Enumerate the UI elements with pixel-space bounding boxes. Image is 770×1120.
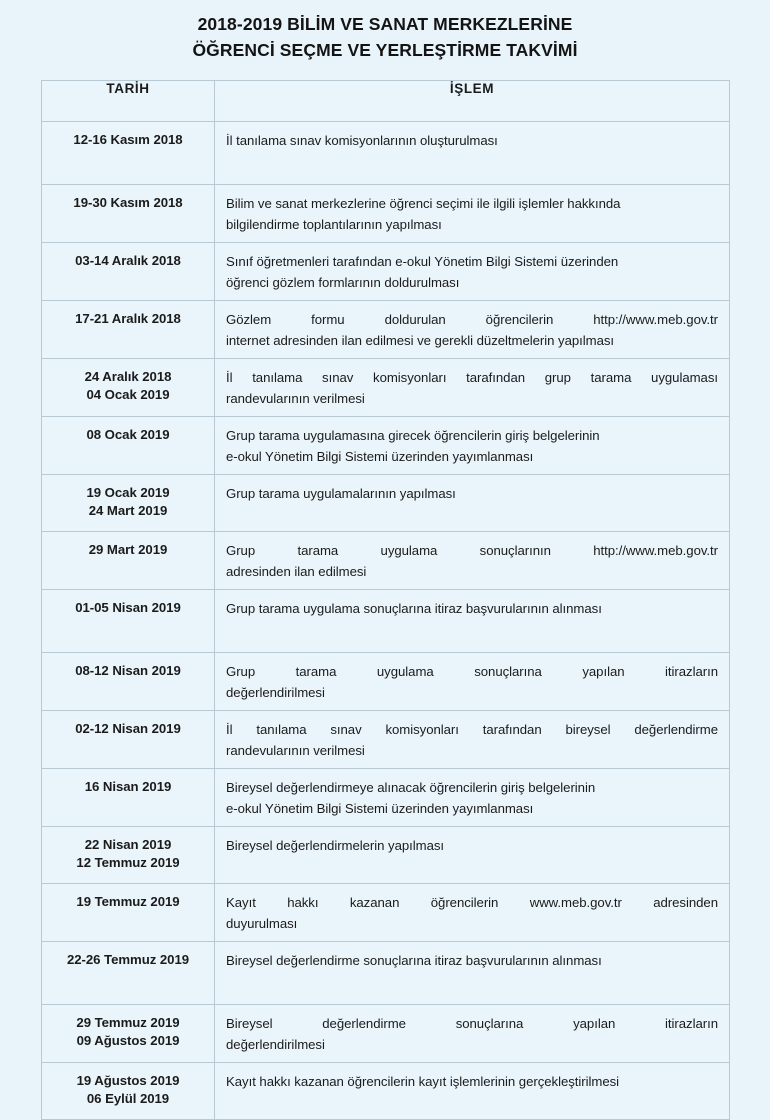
- date-cell: [42, 827, 215, 884]
- task-line: değerlendirilmesi: [226, 685, 325, 700]
- date-cell: [42, 243, 215, 301]
- date-line: 01-05 Nisan 2019: [75, 600, 181, 615]
- date-cell: [42, 1005, 215, 1063]
- table-row: [42, 942, 730, 1005]
- task-cell: [215, 417, 730, 475]
- table-row: [42, 653, 730, 711]
- date-line: 06 Eylül 2019: [86, 1091, 170, 1106]
- date-cell: [42, 532, 215, 590]
- task-line: duyurulması: [226, 916, 298, 931]
- date-line: 29 Mart 2019: [88, 542, 168, 557]
- table-body: [42, 122, 730, 1120]
- column-header-date: TARİH: [42, 81, 215, 122]
- date-line: 03-14 Aralık 2018: [75, 253, 181, 268]
- table-row: [42, 417, 730, 475]
- task-cell: [215, 590, 730, 653]
- date-line: 22-26 Temmuz 2019: [66, 952, 190, 967]
- task-line: Kayıt hakkı kazanan öğrencilerin www.meb.gov.tr adresinden: [226, 895, 718, 910]
- task-line: Bireysel değerlendirme sonuçlarına itiraz başvurularının alınması: [226, 953, 602, 968]
- date-cell: [42, 475, 215, 532]
- task-line: Bireysel değerlendirmeye alınacak öğrencilerin giriş belgelerinin: [226, 780, 596, 795]
- date-cell: [42, 590, 215, 653]
- date-cell: [42, 122, 215, 185]
- task-line: internet adresinden ilan edilmesi ve gerekli düzeltmelerin yapılması: [226, 333, 615, 348]
- task-cell: [215, 122, 730, 185]
- date-line: 04 Ocak 2019: [86, 387, 170, 402]
- date-line: 02-12 Nisan 2019: [75, 721, 181, 736]
- table-row: [42, 243, 730, 301]
- table-row: [42, 122, 730, 185]
- date-line: 24 Aralık 2018: [84, 369, 172, 384]
- table-row: [42, 884, 730, 942]
- task-cell: [215, 301, 730, 359]
- task-line: e-okul Yönetim Bilgi Sistemi üzerinden yayımlanması: [226, 449, 534, 464]
- table-row: [42, 827, 730, 884]
- task-line: Grup tarama uygulama sonuçlarının http://www.meb.gov.tr: [226, 543, 718, 558]
- task-line: Kayıt hakkı kazanan öğrencilerin kayıt işlemlerinin gerçekleştirilmesi: [226, 1074, 620, 1089]
- task-line: randevularının verilmesi: [226, 391, 365, 406]
- table-row: [42, 475, 730, 532]
- date-cell: [42, 359, 215, 417]
- date-cell: [42, 185, 215, 243]
- date-cell: [42, 1063, 215, 1120]
- task-cell: [215, 1063, 730, 1120]
- date-cell: [42, 884, 215, 942]
- task-cell: [215, 711, 730, 769]
- date-cell: [42, 417, 215, 475]
- table-head: [42, 81, 730, 122]
- task-line: Grup tarama uygulama sonuçlarına itiraz başvurularının alınması: [226, 601, 602, 616]
- date-line: 17-21 Aralık 2018: [75, 311, 181, 326]
- schedule-table-wrapper: [41, 63, 729, 1120]
- title-line-2: ÖĞRENCİ SEÇME VE YERLEŞTİRME TAKVİMİ: [192, 40, 578, 60]
- task-line: Gözlem formu doldurulan öğrencilerin http://www.meb.gov.tr: [226, 312, 718, 327]
- task-line: değerlendirilmesi: [226, 1037, 325, 1052]
- title-line-1: 2018-2019 BİLİM VE SANAT MERKEZLERİNE: [197, 14, 573, 34]
- date-cell: [42, 301, 215, 359]
- table-row: [42, 359, 730, 417]
- task-cell: [215, 1005, 730, 1063]
- task-line: Bireysel değerlendirmelerin yapılması: [226, 838, 445, 853]
- date-line: 24 Mart 2019: [88, 503, 168, 518]
- table-row: [42, 711, 730, 769]
- task-line: İl tanılama sınav komisyonlarının oluşturulması: [226, 133, 498, 148]
- table-row: [42, 532, 730, 590]
- task-cell: [215, 769, 730, 827]
- date-line: 09 Ağustos 2019: [76, 1033, 180, 1048]
- task-cell: [215, 942, 730, 1005]
- table-row: [42, 301, 730, 359]
- column-header-task: İŞLEM: [215, 81, 730, 122]
- task-line: İl tanılama sınav komisyonları tarafından grup tarama uygulaması: [226, 370, 718, 385]
- task-line: Sınıf öğretmenleri tarafından e-okul Yönetim Bilgi Sistemi üzerinden: [226, 254, 619, 269]
- task-line: Grup tarama uygulamalarının yapılması: [226, 486, 456, 501]
- date-line: 19 Ağustos 2019: [76, 1073, 180, 1088]
- date-line: 08-12 Nisan 2019: [75, 663, 181, 678]
- page-title: [0, 0, 770, 63]
- task-line: Bireysel değerlendirme sonuçlarına yapılan itirazların: [226, 1016, 718, 1031]
- schedule-table: [41, 80, 730, 1120]
- task-cell: [215, 243, 730, 301]
- table-row: [42, 1005, 730, 1063]
- date-cell: [42, 942, 215, 1005]
- task-line: Grup tarama uygulama sonuçlarına yapılan itirazların: [226, 664, 718, 679]
- date-cell: [42, 769, 215, 827]
- task-line: adresinden ilan edilmesi: [226, 564, 367, 579]
- date-line: 16 Nisan 2019: [84, 779, 172, 794]
- task-line: randevularının verilmesi: [226, 743, 365, 758]
- date-line: 19-30 Kasım 2018: [73, 195, 183, 210]
- task-cell: [215, 185, 730, 243]
- date-line: 22 Nisan 2019: [84, 837, 172, 852]
- task-cell: [215, 532, 730, 590]
- date-cell: [42, 711, 215, 769]
- table-row: [42, 590, 730, 653]
- task-line: öğrenci gözlem formlarının doldurulması: [226, 275, 460, 290]
- task-line: Grup tarama uygulamasına girecek öğrencilerin giriş belgelerinin: [226, 428, 600, 443]
- table-row: [42, 1063, 730, 1120]
- task-cell: [215, 653, 730, 711]
- date-line: 19 Ocak 2019: [86, 485, 170, 500]
- task-line: bilgilendirme toplantılarının yapılması: [226, 217, 442, 232]
- task-cell: [215, 475, 730, 532]
- task-line: İl tanılama sınav komisyonları tarafından bireysel değerlendirme: [226, 722, 718, 737]
- date-line: 12-16 Kasım 2018: [73, 132, 183, 147]
- task-cell: [215, 359, 730, 417]
- date-cell: [42, 653, 215, 711]
- task-cell: [215, 827, 730, 884]
- table-header-row: [42, 81, 730, 122]
- table-row: [42, 769, 730, 827]
- table-row: [42, 185, 730, 243]
- date-line: 08 Ocak 2019: [86, 427, 170, 442]
- task-line: Bilim ve sanat merkezlerine öğrenci seçimi ile ilgili işlemler hakkında: [226, 196, 621, 211]
- task-cell: [215, 884, 730, 942]
- task-line: e-okul Yönetim Bilgi Sistemi üzerinden yayımlanması: [226, 801, 534, 816]
- date-line: 19 Temmuz 2019: [76, 894, 180, 909]
- date-line: 12 Temmuz 2019: [76, 855, 180, 870]
- date-line: 29 Temmuz 2019: [76, 1015, 180, 1030]
